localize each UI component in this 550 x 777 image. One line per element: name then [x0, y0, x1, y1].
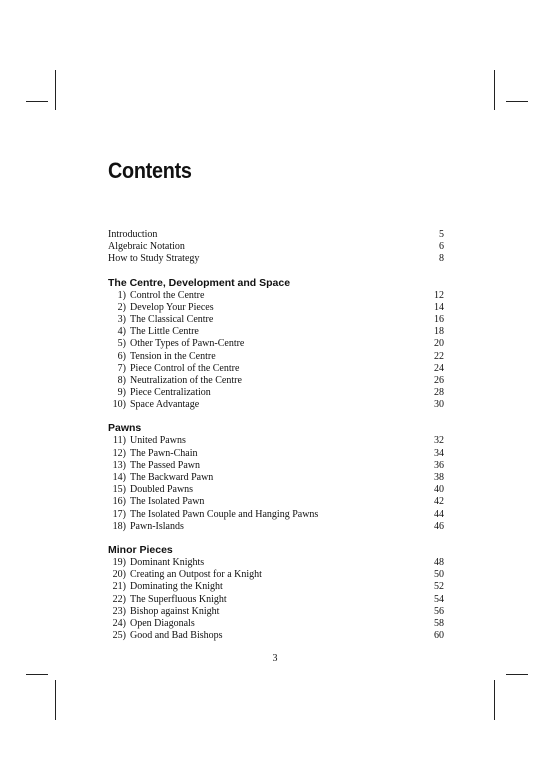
toc-entry-label: Good and Bad Bishops — [130, 630, 223, 642]
toc-entry — [108, 594, 444, 606]
toc-entry-label: Neutralization of the Centre — [130, 374, 242, 386]
toc-entry-page: 50 — [434, 569, 444, 581]
toc-entry-page: 18 — [434, 326, 444, 338]
toc-entry-label: The Pawn-Chain — [130, 447, 198, 459]
crop-mark — [26, 101, 48, 102]
toc-entry-label: Algebraic Notation — [108, 241, 185, 253]
page-number: 3 — [272, 653, 278, 664]
toc-entry — [108, 363, 444, 375]
toc-entry-label: Creating an Outpost for a Knight — [130, 569, 262, 581]
toc-entry-page: 42 — [434, 496, 444, 508]
section-centre-development-space — [108, 277, 444, 412]
toc-entry-label: The Backward Pawn — [130, 472, 214, 483]
toc-entry — [108, 569, 444, 581]
toc-entry-number: 2) — [117, 301, 126, 313]
toc-entry-page: 44 — [434, 508, 444, 520]
toc-entry-page: 26 — [434, 374, 444, 386]
toc-entry-page: 48 — [434, 556, 444, 568]
toc-entry-number: 21) — [112, 581, 126, 593]
toc-entry-page: 6 — [439, 241, 444, 253]
toc-entry-label: The Isolated Pawn Couple and Hanging Pawns — [130, 508, 319, 520]
toc-entry — [108, 241, 444, 253]
toc-entry-page: 52 — [434, 581, 444, 593]
toc-entry — [108, 509, 444, 521]
intro-group — [108, 229, 444, 266]
toc-entry-number: 12) — [112, 447, 126, 459]
toc-entry-number: 25) — [112, 630, 126, 642]
toc-entry-page: 20 — [434, 338, 444, 350]
toc-entry-label: The Passed Pawn — [130, 459, 200, 471]
toc-entry-page: 16 — [434, 313, 444, 325]
toc-entry-number: 24) — [112, 617, 126, 629]
toc-entry-number: 13) — [112, 459, 126, 471]
toc-entry-number: 14) — [112, 472, 126, 483]
toc-entry — [108, 229, 444, 241]
toc-entry-number: 11) — [113, 435, 126, 447]
toc-entry — [108, 375, 444, 387]
toc-entry — [108, 460, 444, 472]
toc-entry-number: 6) — [117, 350, 126, 362]
toc-entry — [108, 448, 444, 460]
toc-entry — [108, 435, 444, 447]
toc-entry-page: 56 — [434, 605, 444, 617]
section-title: Minor Pieces — [108, 543, 173, 556]
toc-entry — [108, 618, 444, 630]
section-minor-pieces — [108, 544, 444, 642]
toc-entry-number: 20) — [112, 569, 126, 581]
toc-entry-number: 16) — [112, 496, 126, 508]
toc-entry-label: Doubled Pawns — [130, 484, 194, 496]
toc-entry-number: 17) — [112, 508, 126, 520]
toc-entry-number: 9) — [117, 387, 126, 399]
toc-entry-label: Develop Your Pieces — [130, 301, 214, 313]
crop-mark — [506, 101, 528, 102]
toc-entry-label: Dominant Knights — [130, 556, 205, 568]
toc-entry — [108, 326, 444, 338]
toc-entry-page: 14 — [434, 301, 444, 313]
toc-entry — [108, 484, 444, 496]
toc-entry — [108, 351, 444, 363]
toc-entry-number: 23) — [112, 605, 126, 617]
toc-entry-label: Piece Control of the Centre — [130, 362, 240, 374]
toc-entry-number: 15) — [112, 484, 126, 496]
toc-entry-number: 18) — [112, 520, 126, 532]
toc-entry-page: 36 — [434, 459, 444, 471]
toc-entry — [108, 387, 444, 399]
toc-entry-number: 4) — [117, 326, 126, 338]
toc-entry — [108, 606, 444, 618]
toc-entry-label: Tension in the Centre — [130, 350, 216, 362]
toc-entry-label: The Little Centre — [130, 326, 199, 338]
toc-entry-label: Space Advantage — [130, 399, 200, 411]
toc-entry-number: 3) — [117, 313, 126, 325]
crop-mark — [494, 70, 495, 110]
toc-entry-label: United Pawns — [130, 435, 186, 447]
toc-entry-label: Introduction — [108, 229, 158, 240]
crop-mark — [26, 674, 48, 675]
toc-entry-label: How to Study Strategy — [108, 253, 200, 265]
toc-entry-page: 8 — [439, 253, 444, 265]
toc-entry-label: The Classical Centre — [130, 313, 214, 325]
section-pawns — [108, 422, 444, 533]
toc-entry — [108, 472, 444, 484]
section-title: The Centre, Development and Space — [108, 276, 291, 289]
toc-entry-page: 46 — [434, 520, 444, 532]
toc-entry-label: The Isolated Pawn — [130, 496, 205, 508]
toc-entry — [108, 581, 444, 593]
section-title: Pawns — [108, 422, 142, 435]
toc-entry — [108, 521, 444, 533]
toc-entry — [108, 253, 444, 265]
toc-entry-page: 28 — [434, 387, 444, 399]
toc-entry-number: 19) — [112, 556, 126, 568]
toc-entry — [108, 302, 444, 314]
toc-entry-label: The Superfluous Knight — [130, 593, 227, 605]
toc-entry-page: 54 — [434, 593, 444, 605]
toc-entry-number: 1) — [117, 289, 126, 301]
toc-entry-page: 38 — [434, 472, 444, 483]
toc-entry — [108, 399, 444, 411]
toc-entry-page: 12 — [434, 289, 444, 301]
toc-entry-page: 32 — [434, 435, 444, 447]
crop-mark — [55, 70, 56, 110]
toc-entry-label: Pawn-Islands — [130, 520, 184, 532]
crop-mark — [506, 674, 528, 675]
toc-entry-number: 7) — [117, 362, 126, 374]
toc-entry — [108, 557, 444, 569]
toc-entry-page: 60 — [434, 630, 444, 642]
page-title: Contents — [108, 158, 192, 183]
toc-entry-label: Open Diagonals — [130, 617, 195, 629]
toc-entry-label: Control the Centre — [130, 289, 205, 301]
toc-entry-number: 22) — [112, 593, 126, 605]
toc-entry-page: 24 — [434, 362, 444, 374]
toc-entry-page: 5 — [439, 229, 444, 240]
toc-entry-page: 30 — [434, 399, 444, 411]
toc-entry — [108, 496, 444, 508]
toc-entry — [108, 314, 444, 326]
crop-mark — [494, 680, 495, 720]
toc-entry — [108, 290, 444, 302]
toc-entry-page: 58 — [434, 617, 444, 629]
toc-entry-label: Bishop against Knight — [130, 605, 220, 617]
toc-entry-page: 40 — [434, 484, 444, 496]
toc-entry-page: 34 — [434, 447, 444, 459]
toc-entry-label: Piece Centralization — [130, 387, 211, 399]
crop-mark — [55, 680, 56, 720]
toc-entry-number: 8) — [117, 374, 126, 386]
toc-entry — [108, 338, 444, 350]
toc-entry — [108, 630, 444, 642]
toc-entry-number: 5) — [117, 338, 126, 350]
toc-entry-label: Dominating the Knight — [130, 581, 223, 593]
toc-entry-page: 22 — [434, 350, 444, 362]
table-of-contents — [108, 229, 444, 642]
toc-entry-number: 10) — [112, 399, 126, 411]
toc-entry-label: Other Types of Pawn-Centre — [130, 338, 245, 350]
